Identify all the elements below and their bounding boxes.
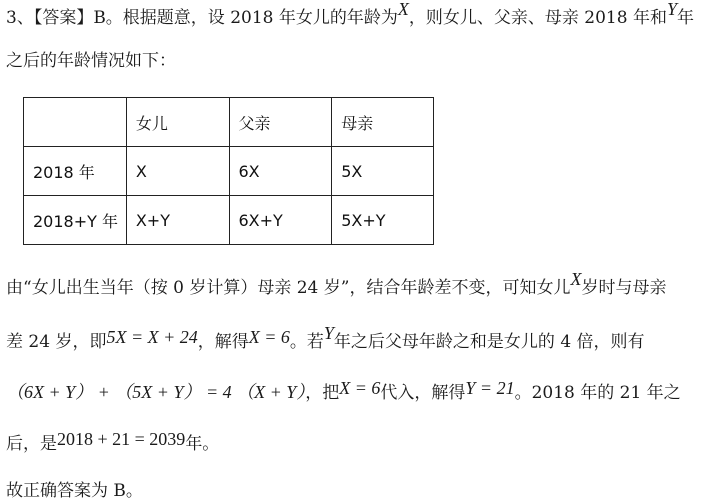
line1-suffix: 年: [676, 8, 694, 28]
line3-suffix: 岁时与母亲: [581, 278, 667, 298]
equation-year: 2018 + 21 = 2039: [57, 429, 186, 449]
var-x: X: [570, 269, 582, 289]
line6-prefix: 后，是: [6, 434, 57, 454]
var-y: Y: [666, 0, 677, 19]
table-cell: X+Y: [126, 196, 229, 245]
age-table: [23, 97, 434, 245]
table-cell: 2018+Y 年: [24, 196, 127, 245]
solution-line-5: [6, 378, 681, 404]
solution-line-7: 故正确答案为 B。: [6, 481, 143, 501]
table-header-cell: 父亲: [229, 98, 332, 147]
table-cell: 5X+Y: [332, 196, 434, 245]
line5-mid: ，把: [305, 383, 340, 403]
var-x: X: [397, 0, 409, 19]
table-cell: 2018 年: [24, 147, 127, 196]
table-cell: X: [126, 147, 229, 196]
table-cell: 5X: [332, 147, 434, 196]
solution-line-1: [6, 0, 694, 29]
table-row: [24, 147, 434, 196]
line3-prefix: 由“女儿出生当年（按 0 岁计算）母亲 24 岁”，结合年龄差不变，可知女儿: [6, 278, 571, 298]
table-header-cell: 母亲: [332, 98, 434, 147]
line4-suffix: 年之后父母年龄之和是女儿的 4 倍，则有: [333, 332, 645, 352]
line5-mid2: 代入，解得: [380, 383, 466, 403]
line4-mid2: 。若: [289, 332, 324, 352]
equation-x-equals-6: X = 6: [248, 327, 290, 347]
table-cell: 6X: [229, 147, 332, 196]
line1-prefix: 3、【答案】B。根据题意，设 2018 年女儿的年龄为: [6, 8, 398, 28]
line4-mid: ，解得: [197, 332, 249, 352]
line4-prefix: 差 24 岁，即: [6, 332, 107, 352]
equation-5x: 5X = X + 24: [106, 327, 198, 347]
table-header-row: [24, 98, 434, 147]
table-header-cell: [24, 98, 127, 147]
equation-y-equals-21: Y = 21: [465, 378, 515, 398]
solution-line-6: [6, 429, 220, 455]
equation-sum: （6X + Y） + （5X + Y） = 4 （X + Y）: [6, 382, 306, 402]
solution-line-2: 之后的年龄情况如下：: [6, 51, 176, 71]
line1-middle: ，则女儿、父亲、母亲 2018 年和: [408, 8, 667, 28]
line5-suffix: 。2018 年的 21 年之: [514, 383, 681, 403]
var-y: Y: [323, 323, 334, 343]
solution-line-4: [6, 323, 645, 353]
solution-line-3: [6, 269, 667, 299]
equation-x-equals-6: X = 6: [339, 378, 381, 398]
table-cell: 6X+Y: [229, 196, 332, 245]
line6-suffix: 年。: [185, 434, 220, 454]
table-row: [24, 196, 434, 245]
table-header-cell: 女儿: [126, 98, 229, 147]
